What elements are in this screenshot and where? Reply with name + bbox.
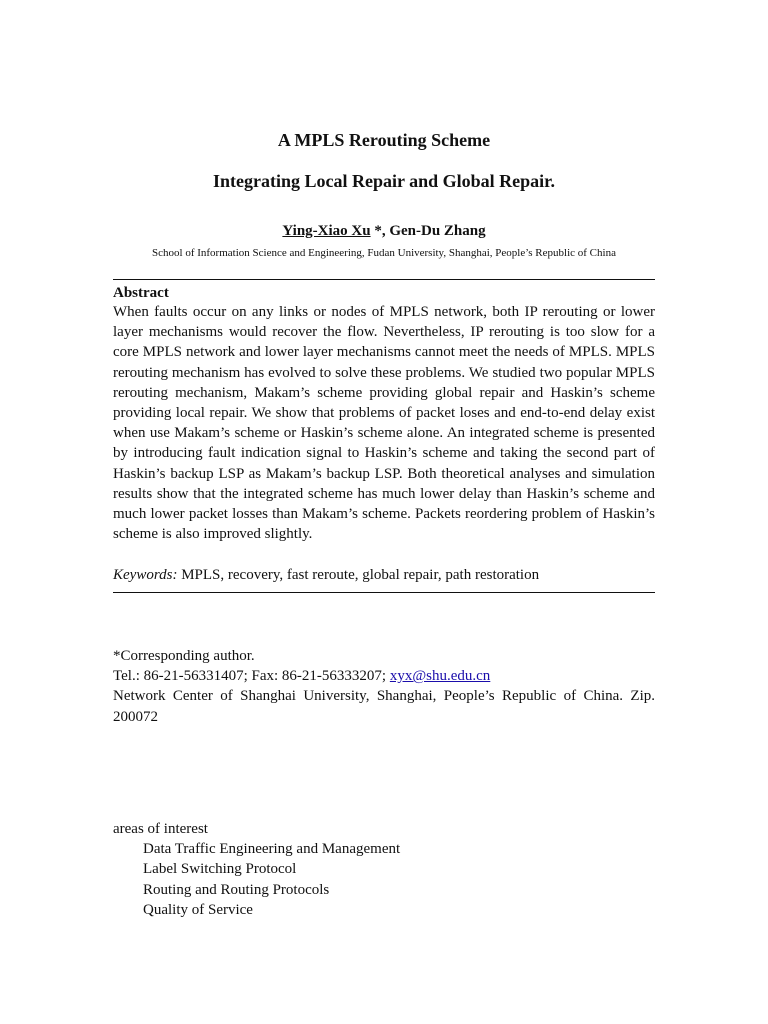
paper-title-line1: A MPLS Rerouting Scheme xyxy=(277,130,491,150)
interest-item: Data Traffic Engineering and Management xyxy=(143,841,401,858)
coauthor-names: *, Gen-Du Zhang xyxy=(370,223,486,239)
author-affiliation: School of Information Science and Engineering, Fudan University, Shanghai, People’s Republic of China xyxy=(152,247,616,259)
address-line-2: 200072 xyxy=(113,708,158,725)
corresponding-author-note: *Corresponding author. xyxy=(113,648,255,664)
areas-of-interest xyxy=(113,819,655,920)
author-list xyxy=(113,222,655,240)
abstract-bottom-rule xyxy=(113,592,655,593)
keywords-label: Keywords: xyxy=(113,567,178,583)
interest-item: Label Switching Protocol xyxy=(143,861,297,878)
interest-item: Routing and Routing Protocols xyxy=(143,881,330,898)
areas-of-interest-heading: areas of interest xyxy=(113,821,208,837)
first-author-name: Ying-Xiao Xu xyxy=(282,223,371,239)
interest-item: Quality of Service xyxy=(143,901,253,918)
paper-title-line2: Integrating Local Repair and Global Repair. xyxy=(212,171,556,191)
abstract-top-rule xyxy=(113,279,655,280)
corresponding-author-block xyxy=(113,646,655,727)
keywords-line xyxy=(113,565,655,585)
phone-fax-text: Tel.: 86-21-56331407; Fax: 86-21-56333207; xyxy=(113,668,390,685)
address-line-1: Network Center of Shanghai University, Shanghai, People’s Republic of China. Zip. xyxy=(113,688,655,705)
keywords-text: MPLS, recovery, fast reroute, global repair, path restoration xyxy=(177,567,540,583)
phone-fax-line xyxy=(113,666,655,686)
abstract-body: When faults occur on any links or nodes of MPLS network, both IP rerouting or lower layer mechanisms would recover the flow. Nevertheless, IP rerouting is too slow for a core MPLS network and lower layer mechanisms cannot meet the needs of MPLS. MPLS rerouting mechanism has evolved to solve these problems. We studied two popular MPLS rerouting mechanism, Makam’s scheme providing global repair and Haskin’s scheme providing local repair. We show that problems of packet loses and end-to-end delay exist when use Makam’s scheme or Haskin’s scheme alone. An integrated scheme is presented by introducing fault indication signal to Haskin’s scheme and taking the second part of Haskin’s backup LSP as Makam’s backup LSP. Both theoretical analyses and simulation results show that the integrated scheme has much lower delay than Haskin’s scheme and much lower packet losses than Makam’s scheme. Packets reordering problem of Haskin’s scheme is also improved slightly. xyxy=(113,304,655,543)
abstract-heading: Abstract xyxy=(113,285,169,301)
email-link[interactable]: xyx@shu.edu.cn xyxy=(389,668,491,685)
